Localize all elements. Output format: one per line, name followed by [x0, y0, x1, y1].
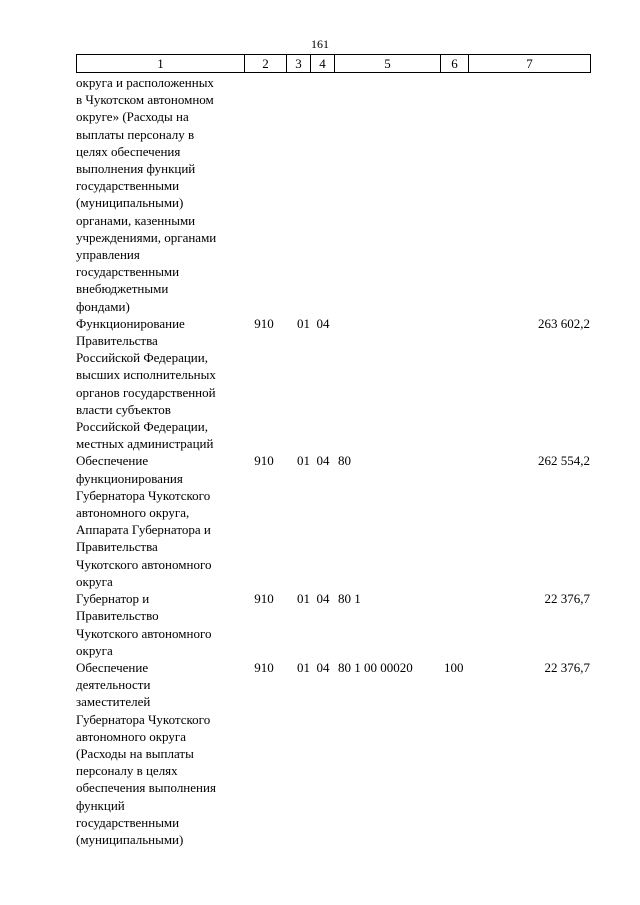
row-admin-code: 910 — [254, 453, 274, 469]
row-section-code: 01 — [297, 659, 310, 675]
row-name: Обеспечение деятельности заместителей Губернатора Чукотского автономного округа (Расходы на выплаты персоналу в целях обеспечения выполнения функций государственными (муниципальными) — [76, 659, 216, 847]
header-col-4: 4 — [311, 55, 335, 73]
row-sum: 263 602,2 — [538, 315, 590, 331]
row-section-code: 01 — [297, 591, 310, 607]
table-row — [76, 315, 590, 453]
row-name: округа и расположенных в Чукотском автономном округе» (Расходы на выплаты персоналу в целях обеспечения выполнения функций государственными (муниципальными) органами, казенными учреждениями, органами управления государственными внебюджетными фондами) — [76, 75, 217, 314]
row-subsection-code: 04 — [316, 315, 330, 331]
header-row — [77, 55, 591, 73]
row-subsection-code: 04 — [316, 453, 330, 469]
row-target-article: 80 1 00 00020 — [338, 659, 413, 675]
table-body — [76, 74, 590, 848]
row-name: Обеспечение функционирования Губернатора Чукотского автономного округа, Аппарата Губернатора и Правительства Чукотского автономного округа — [76, 453, 212, 589]
row-subsection-code: 04 — [316, 591, 330, 607]
row-expense-type: 100 — [444, 659, 464, 675]
table-row — [76, 590, 590, 659]
header-col-2: 2 — [245, 55, 287, 73]
row-subsection-code: 04 — [316, 659, 330, 675]
header-col-6: 6 — [441, 55, 469, 73]
row-target-article: 80 — [338, 453, 351, 469]
header-col-3: 3 — [287, 55, 311, 73]
row-name: Функционирование Правительства Российской Федерации, высших исполнительных органов государственной власти субъектов Российской Федерации, местных администраций — [76, 315, 216, 452]
page-number: 161 — [311, 37, 329, 51]
row-section-code: 01 — [297, 453, 310, 469]
header-col-7: 7 — [469, 55, 591, 73]
table-header — [76, 54, 591, 73]
row-admin-code: 910 — [254, 659, 274, 675]
header-col-1: 1 — [77, 55, 245, 73]
row-sum: 22 376,7 — [544, 591, 590, 607]
row-admin-code: 910 — [254, 591, 274, 607]
row-sum: 22 376,7 — [544, 659, 590, 675]
row-admin-code: 910 — [254, 315, 274, 331]
table-row — [76, 74, 590, 315]
row-target-article: 80 1 — [338, 591, 361, 607]
table-row — [76, 452, 590, 590]
table-row — [76, 659, 590, 848]
header-col-5: 5 — [335, 55, 441, 73]
row-name: Губернатор и Правительство Чукотского автономного округа — [76, 591, 212, 658]
row-section-code: 01 — [297, 315, 310, 331]
row-sum: 262 554,2 — [538, 453, 590, 469]
